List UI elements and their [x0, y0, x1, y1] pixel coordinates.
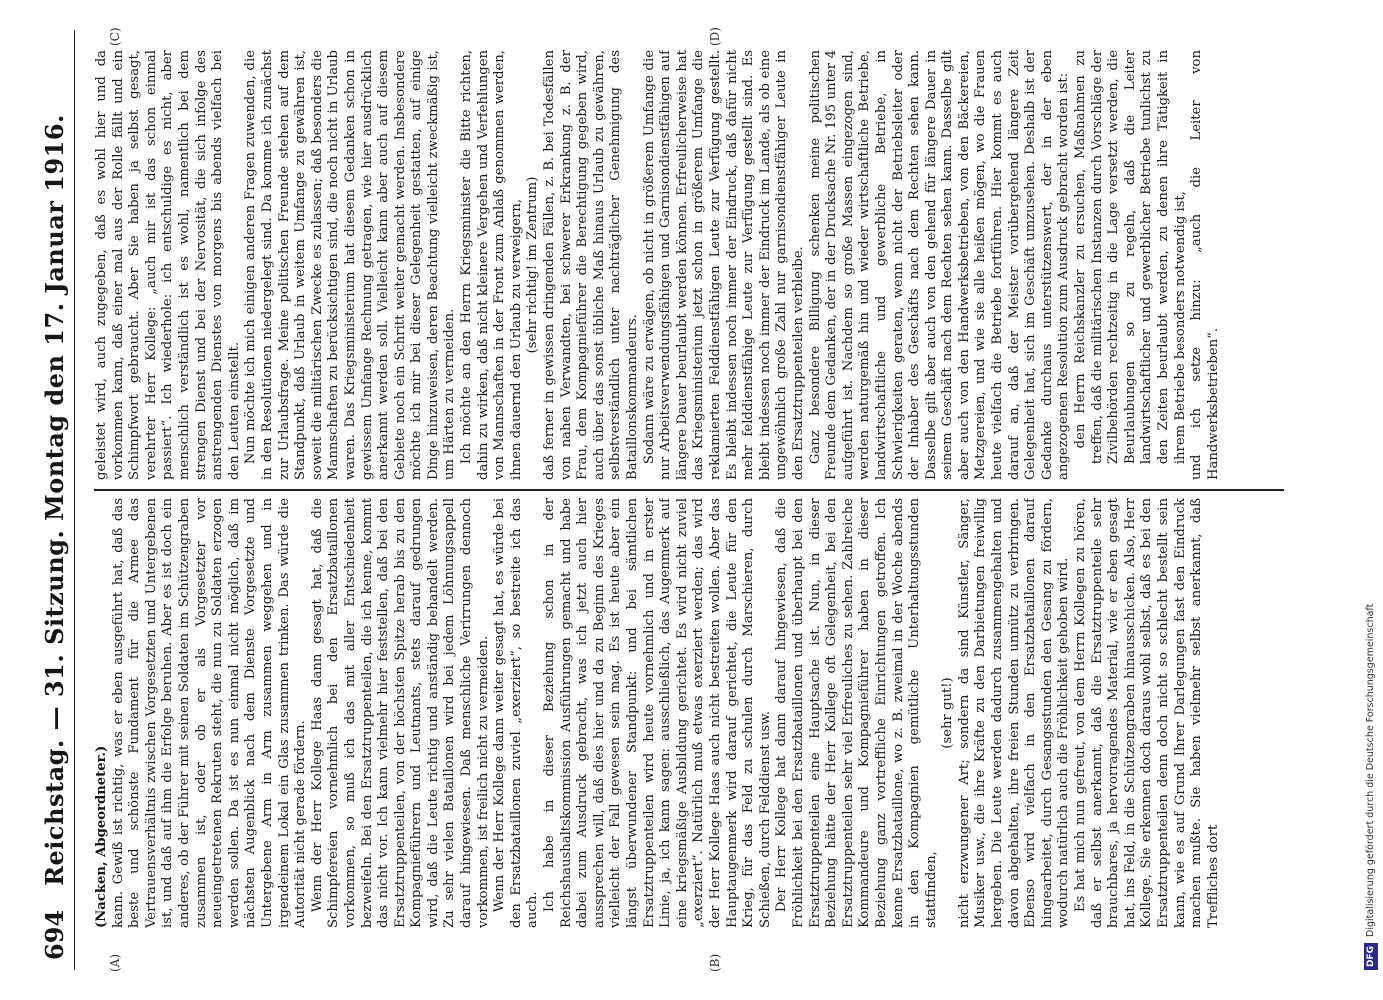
left-column — [94, 498, 1284, 928]
margin-mark-a: (A) — [108, 953, 122, 972]
dfg-logo: DFG — [1364, 943, 1378, 970]
paragraph: daß ferner in gewissen dringenden Fällen, z. B. bei Todesfällen von nahen Verwandten, bei schwerer Erkrankung z. B. der Frau, dem Kompagnieführer die Berechtigung gegeben wird, auch über das sonst übliche Maß hinaus Urlaub zu gewähren, selbstverständlich unter nachträglicher Genehmigung des Bataillonskommandeurs. — [542, 50, 640, 480]
running-head: Reichstag. — 31. Sitzung. Montag den 17. Januar 1916. — [40, 114, 69, 886]
paragraph: Nun möchte ich mich einigen anderen Fragen zuwenden, die in den Resolutionen niedergelegt sind. Da komme ich zunächst zur Urlaubsfrage. Meine politischen Freunde stehen auf dem Standpunkt, daß Urlaub in weitem Umfange zu gewähren ist, soweit die militärischen Zwecke es zulassen; daß besonders die Mannschaften zu berücksichtigen sind, die noch nicht in Urlaub waren. Das Kriegsministerium hat diesem Gedanken schon in gewissem Umfange Rechnung getragen, wie hier ausdrücklich anerkannt werden soll. Vielleicht kann aber auch auf diesem Gebiete noch ein Schritt weiter gemacht werden. Insbesondere möchte ich mir bei dieser Gelegenheit gestatten, auf einige Dinge hinzuweisen, deren Beachtung vielleicht zweckmäßig ist, um Härten zu vermeiden. — [243, 50, 458, 480]
page-header — [34, 30, 75, 970]
margin-mark-d: (D) — [708, 27, 722, 46]
margin-mark-b: (B) — [708, 953, 722, 972]
paragraph: nicht erzwungener Art; sondern da sind Künstler, Sänger, Musiker usw., die ihre Kräfte zu den Darbietungen freiwillig hergeben. Die Leute werden dadurch zusammengehalten und davon abgehalten, ihre freien Stunden unnütz zu verbringen. Ebenso wird vielfach in den Ersatzbataillonen darauf hingearbeitet, durch Gesangsstunden den Gesang zu fördern, wodurch natürlich auch die Fröhlichkeit gehoben wird. — [956, 498, 1072, 928]
page-number: 694 — [40, 909, 69, 960]
document-page — [18, 20, 1308, 980]
right-column — [94, 50, 1284, 480]
column-divider — [94, 490, 1284, 492]
credit-text: Digitalisierung gefördert durch die Deutsche Forschungsgemeinschaft — [1365, 603, 1376, 937]
paragraph: kann. Gewiß ist richtig, was er eben ausgeführt hat, daß das beste und schönste Fundament für die Armee das Vertrauensverhältnis zwischen Vorgesetzten und Untergebenen ist, und daß auf ihm die Erfolge beruhen. Aber es ist doch ein anderes, ob der Führer mit seinen Soldaten im Schützengraben zusammen ist, oder ob er als Vorgesetzter vor neueingetretenen Rekruten steht, die nun zu Soldaten erzogen werden sollen. Da ist es nun einmal nicht möglich, daß im nächsten Augenblick nach dem Dienste Vorgesetzte und Untergebene Arm in Arm zusammen weggehen und in irgendeinem Lokal ein Glas zusammen trinken. Das würde die Autorität nicht gerade fördern. — [110, 498, 309, 928]
speaker-label: (Nacken, Abgeordneter.) — [94, 745, 109, 928]
paragraph: Der Herr Kollege hat dann darauf hingewiesen, daß die Fröhlichkeit bei den Ersatzbataillonen und überhaupt bei den Ersatztruppenteilen eine Hauptsache ist. Nun, in dieser Beziehung hätte der Herr Kollege oft Gelegenheit, bei den Ersatztruppenteilen sehr viel Erfreuliches zu sehen. Zahlreiche Kommandeure und Kompagnieführer haben in dieser Beziehung ganz vortreffliche Einrichtungen getroffen. Ich kenne Ersatzbataillone, wo z. B. zweimal in der Woche abends in den Kompagnien gemütliche Unterhaltungsstunden stattfinden, — [774, 498, 939, 928]
digitization-credit — [1361, 10, 1381, 1000]
paragraph: Ich habe in dieser Beziehung schon in der Reichshaushaltskommission Ausführungen gemacht und habe dabei zum Ausdruck gebracht, was ich jetzt auch hier aussprechen will, daß dies hier und da zu Beginn des Krieges vielleicht der Fall gewesen sein mag. Es ist heute aber ein längst überwundener Standpunkt: und bei sämtlichen Ersatztruppenteilen wird heute vornehmlich und in erster Linie, ja, ich kann sagen: ausschließlich, das Augenmerk auf eine kriegsmäßige Ausbildung gerichtet. Es wird nicht zuviel „exerziert“. Natürlich muß etwas exerziert werden; das wird der Herr Kollege Haas auch nicht bestreiten wollen. Aber das Hauptaugenmerk wird darauf gerichtet, die Leute für den Krieg, für das Feld zu schulen durch Marschieren, durch Schießen, durch Felddienst usw. — [542, 498, 773, 928]
interjection: (sehr richtig! im Zentrum) — [525, 176, 541, 354]
paragraph: Ganz besondere Billigung schenken meine politischen Freunde dem Gedanken, der in der Drucksache Nr. 195 unter 4 aufgeführt ist. Nachdem so große Massen eingezogen sind, werden naturgemäß hin und wieder wirtschaftliche Betriebe, landwirtschaftliche und gewerbliche Betriebe, in Schwierigkeiten geraten, wenn nicht der Betriebsleiter oder der Inhaber des Geschäfts nach dem Rechten sehen kann. Dasselbe gilt aber auch von den gehend für längere Dauer in seinem Geschäft nach dem Rechten sehen kann. Dasselbe gilt aber auch von den Handwerksbetrieben, von den Bäckereien, Metzgereien, und wie sie alle heißen mögen, wo die Frauen heute vielfach die Betriebe fortführen. Hier kommt es auch darauf an, daß der Meister vorübergehend längere Zeit Gelegenheit hat, sich im Geschäft umzusehen. Deshalb ist der Gedanke durchaus unterstützenswert, der in der eben angezogenen Resolution zum Ausdruck gebracht worden ist: — [807, 50, 1072, 480]
interjection: (sehr gut!) — [940, 677, 956, 749]
paragraph: Es hat mich nun gefreut, von dem Herrn Kollegen zu hören, daß er selbst anerkannt, daß die Ersatztruppenteile sehr brauchbares, ja hervorragendes Material, wie er eben gesagt hat, ins Feld, in die Schützengraben hinausschicken. Also, Herr Kollege, Sie erkennen doch daraus wohl selbst, daß es bei den Ersatztruppenteilen denn doch nicht so schlecht bestellt sein kann, wie es auf Grund Ihrer Darlegungen fast den Eindruck machen mußte. Sie haben vielmehr selbst anerkannt, daß Treffliches dort — [1073, 498, 1221, 928]
paragraph: Ich möchte an den Herrn Kriegsminister die Bitte richten, dahin zu wirken, daß nicht kleinere Vergehen und Verfehlungen von Mannschaften in der Front zum Anlaß genommen werden, ihnen dauernd den Urlaub zu verweigern, — [459, 50, 524, 480]
margin-mark-c: (C) — [108, 27, 122, 46]
paragraph: Sodann wäre zu erwägen, ob nicht in größerem Umfange die nur Arbeitsverwendungsfähigen und Garnisondienstfähigen auf längere Dauer beurlaubt werden können. Erfreulicherweise hat das Kriegsministerium jetzt schon in größerem Umfange die reklamierten Felddienstfähigen Leute zur Verfügung gestellt. Es bleibt indessen noch immer der Eindruck, daß dafür nicht mehr felddienstfähige Leute zur Verfügung gestellt sind. Es bleibt indessen noch immer der Eindruck im Lande, als ob eine ungewöhnlich große Zahl nur garnisondienstfähiger Leute in den Ersatztruppenteilen verbleibe. — [641, 50, 806, 480]
paragraph: und ich setze hinzu: „auch die Leiter von Handwerksbetrieben“. — [1189, 50, 1221, 480]
paragraph: geleistet wird, auch zugegeben, daß es wohl hier und da vorkommen kann, daß einer mal aus der Rolle fällt und ein Schimpfwort gebraucht. Aber Sie haben ja selbst gesagt, verehrter Herr Kollege: „auch mir ist das schon einmal passiert“. Ich wiederhole: ich entschuldige es nicht, aber menschlich verständlich ist es wohl, namentlich bei dem strengen Dienst und bei der Nervosität, die sich infolge des anstrengenden Dienstes von morgens bis abends vielfach bei den Leuten einstellt. — [94, 50, 242, 480]
paragraph: Wenn der Herr Kollege Haas dann gesagt hat, daß die Schimpfereien vornehmlich bei den Ersatzbataillonen vorkommen, so muß ich das mit aller Entschiedenheit bezweifeln. Bei den Ersatztruppenteilen, die ich kenne, kommt das nicht vor. Ich kann vielmehr hier feststellen, daß bei den Ersatztruppenteilen, von der höchsten Spitze herab bis zu den Kompagnieführern und Leutnants, stets darauf gedrungen wird, daß die Leute richtig und anständig behandelt werden. Zu sehr vielen Bataillonen wird bei jedem Löhnungsappell darauf hingewiesen. Daß menschliche Verirrungen dennoch vorkommen, ist freilich nicht zu vermeiden. — [309, 498, 491, 928]
paragraph: Wenn der Herr Kollege dann weiter gesagt hat, es würde bei den Ersatzbataillonen zuviel „exerziert“, so bestreite ich das auch. — [492, 498, 541, 928]
quoted-resolution: den Herrn Reichskanzler zu ersuchen, Maßnahmen zu treffen, daß die militärischen Instanzen durch Vorschläge der Zivilbehörden rechtzeitig in die Lage versetzt werden, die Beurlaubungen so zu regeln, daß die Leiter landwirtschaftlicher und gewerblicher Betriebe tunlichst zu den Zeiten beurlaubt werden, zu denen ihre Tätigkeit in ihrem Betriebe besonders notwendig ist, — [1073, 50, 1188, 465]
